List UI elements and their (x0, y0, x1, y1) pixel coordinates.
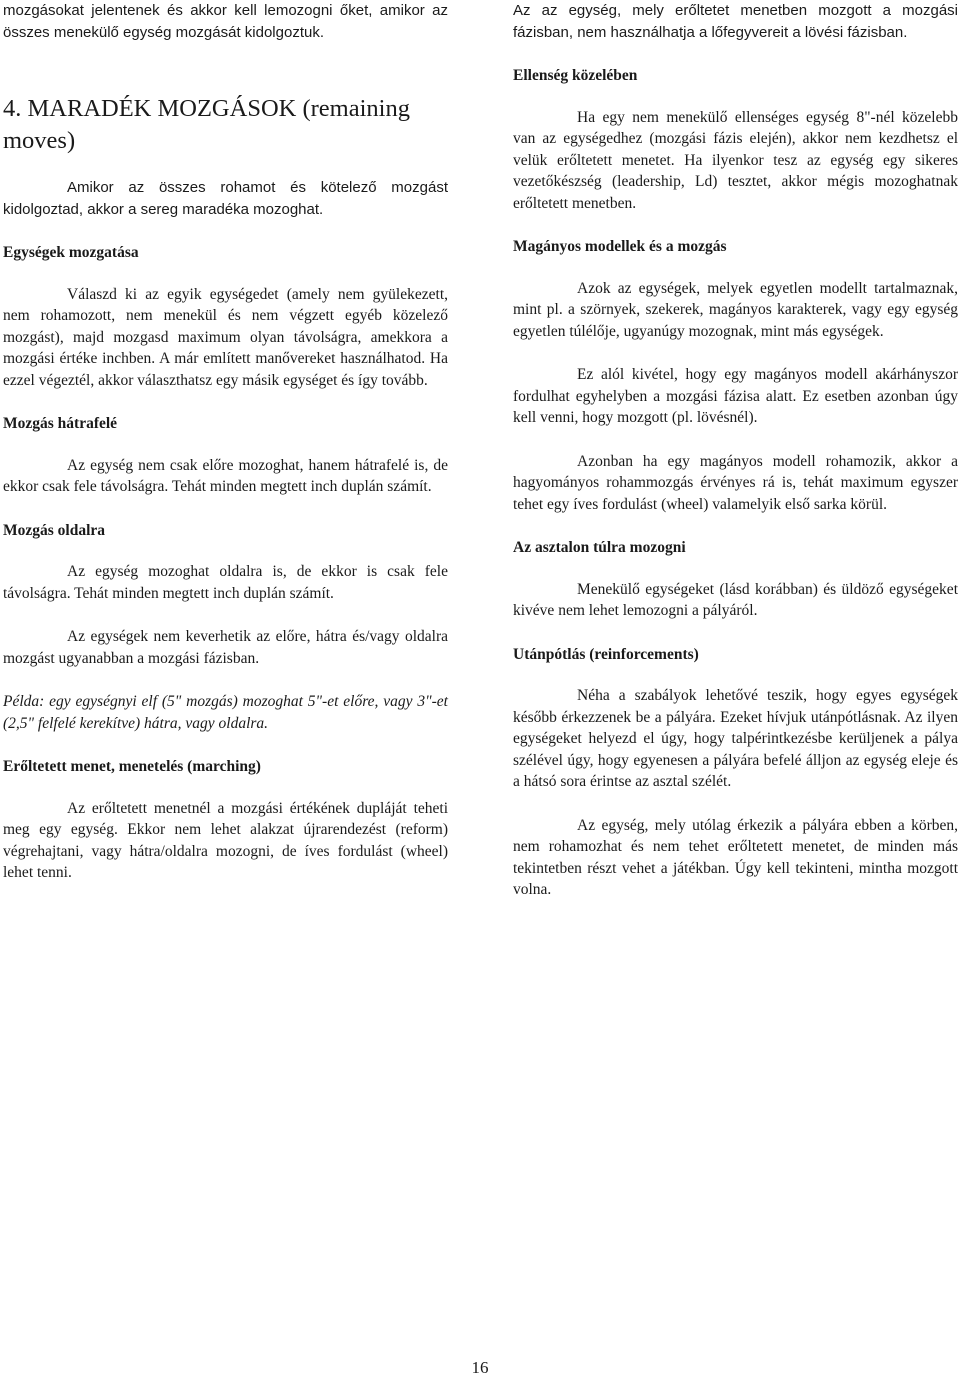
units-paragraph: Válaszd ki az egyik egységedet (amely nem gyülekezett, nem rohamozott, nem menekül és nem végzett egyéb közelező mozgást), majd mozgasd maximum olyan távolságra, amekkora a mozgási értéke inchben. A már említett manővereket használhatod. Ha ezzel végeztél, akkor választhatsz egy másik egységet és így tovább. (3, 285, 448, 389)
lone-models-paragraph-3: Azonban ha egy magányos modell rohamozik, akkor a hagyományos rohammozgás érvényes rá is, tehát maximum egyszer tehet egy íves fordulást (wheel) valamelyik első sarka körül. (513, 452, 958, 513)
march-paragraph: Az erőltetett menetnél a mozgási értékének dupláját teheti meg egy egység. Ekkor nem lehet alakzat újrarendezést (reform) végrehajtani, vagy hátra/oldalra mozogni, de íves fordulást (wheel) lehet tenni. (3, 799, 448, 881)
left-intro-paragraph: mozgásokat jelentenek és akkor kell lemozogni őket, amikor az összes menekülő egység mozgását kidolgoztuk. (3, 2, 448, 41)
backward-paragraph: Az egység nem csak előre mozoghat, hanem hátrafelé is, de ekkor csak fele távolságra. Tehát minden megtett inch duplán számít. (3, 456, 448, 495)
right-intro-paragraph: Az az egység, mely erőltetet menetben mozgott a mozgási fázisban, nem használhatja a lőfegyvereit a lövési fázisban. (513, 2, 958, 41)
page-number: 16 (471, 1358, 489, 1377)
right-column (513, 0, 958, 901)
chapter-paragraph: Amikor az összes rohamot és kötelező mozgást kidolgoztad, akkor a sereg maradéka mozoghat. (3, 179, 448, 218)
example-paragraph (3, 691, 448, 734)
section-heading-sideways: Mozgás oldalra (3, 521, 106, 539)
section-heading-reinforcements: Utánpótlás (reinforcements) (513, 645, 699, 663)
section-heading-off-table: Az asztalon túlra mozogni (513, 539, 686, 556)
example-text: Példa: egy egységnyi elf (5" mozgás) mozoghat 5"-et előre, vagy 3"-et (2,5" felfelé kerekítve) hátra, vagy oldalra. (3, 693, 448, 732)
sideways-paragraph: Az egység mozoghat oldalra is, de ekkor is csak fele távolságra. Tehát minden megtett inch duplán számít. (3, 563, 448, 602)
left-column (3, 0, 448, 884)
lone-models-paragraph-2: Ez alól kivétel, hogy egy magányos modell akárhányszor fordulhat egyhelyben a mozgási fázisa alatt. Ez esetben azonban úgy kell venni, hogy mozgott (pl. lövésnél). (513, 366, 958, 426)
chapter-heading: 4. MARADÉK MOZGÁSOK (remaining moves) (3, 95, 410, 154)
lone-models-paragraph-1: Azok az egységek, melyek egyetlen modellt tartalmaznak, mint pl. a szörnyek, szekerek, magányos karakterek, vagy egy egység egyetlen túlélője, ugyanúgy mozognak, mint más egységek. (513, 279, 958, 340)
section-heading-march: Erőltetett menet, menetelés (marching) (3, 758, 261, 775)
section-heading-backward: Mozgás hátrafelé (3, 415, 118, 432)
section-heading-units: Egységek mozgatása (3, 244, 139, 261)
section-heading-lone-models: Magányos modellek és a mozgás (513, 238, 727, 255)
enemy-paragraph: Ha egy nem menekülő ellenséges egység 8"-nél közelebb van az egységedhez (mozgási fázis elején), akkor nem kezdhetsz el velük erőltetett menetet. Ha ilyenkor tesz az egység egy sikeres vezetőkészség (leadership, Ld) tesztet, akkor mégis mozoghatnak erőltetett menetben. (513, 108, 958, 212)
reinforcements-paragraph-1: Néha a szabályok lehetővé teszik, hogy egyes egységek később érkezzenek be a pályára. Ezeket hívjuk utánpótlásnak. Az ilyen egységeket helyezd el úgy, hogy talpérintkezésbe kerüljenek a pálya szélével úgy, hogy egyenesen a pályára befelé álljon az egység eleje és a hátsó sora érintse az asztal szélét. (513, 687, 958, 790)
mixing-paragraph: Az egységek nem keverhetik az előre, hátra és/vagy oldalra mozgást ugyanabban a mozgási fázisban. (3, 628, 448, 667)
section-heading-enemy: Ellenség közelében (513, 67, 638, 84)
reinforcements-paragraph-2: Az egység, mely utólag érkezik a pályára ebben a körben, nem rohamozhat és nem tehet erőltetett menetet, de minden más tekintetben részt vehet a játékban. Úgy kell tekinteni, mintha mozgott volna. (513, 816, 958, 898)
off-table-paragraph: Menekülő egységeket (lásd korábban) és üldöző egységeket kivéve nem lehet lemozogni a pályáról. (513, 580, 958, 619)
